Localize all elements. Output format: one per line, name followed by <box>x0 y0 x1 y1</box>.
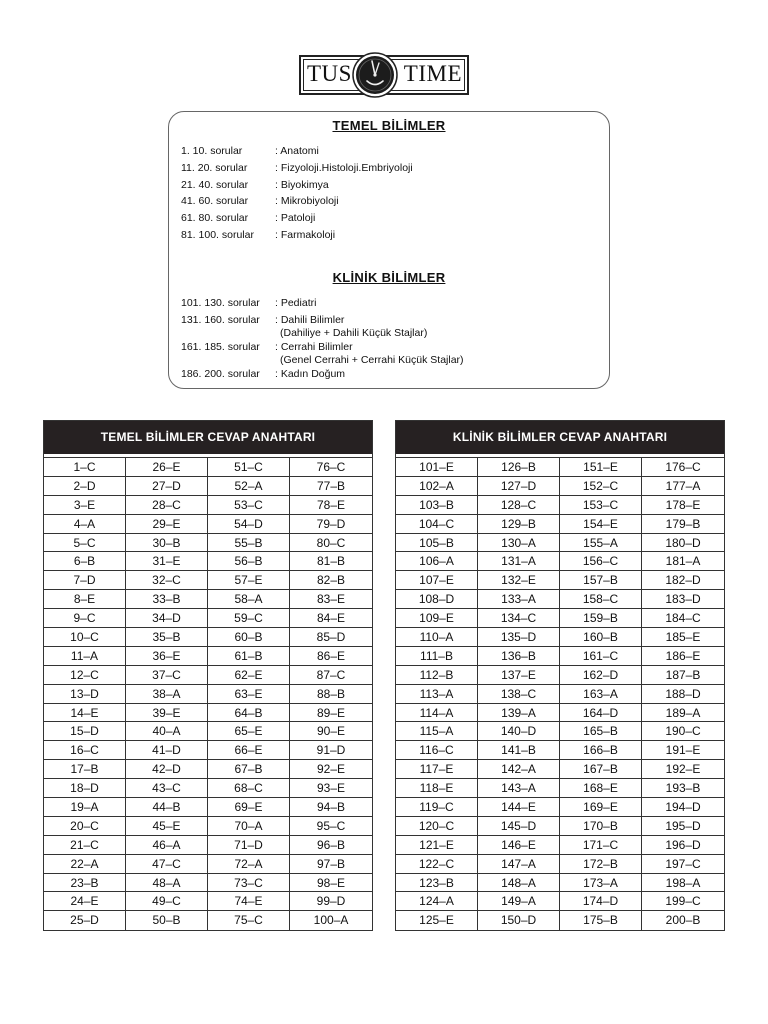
question-range: 11. 20. sorular <box>181 161 248 174</box>
answer-cell: 58–A <box>208 590 290 609</box>
answer-cell: 174–D <box>560 892 642 911</box>
answer-cell: 164–D <box>560 704 642 723</box>
answer-cell: 57–E <box>208 571 290 590</box>
clinical-subject-row <box>181 368 345 381</box>
basic-subject-row <box>181 179 329 192</box>
basic-key-grid <box>44 458 372 930</box>
basic-subject-row <box>181 145 319 158</box>
answer-cell: 86–E <box>290 647 372 666</box>
answer-cell: 3–E <box>44 496 126 515</box>
subject-name: : Mikrobiyoloji <box>275 195 339 208</box>
answer-cell: 131–A <box>478 552 560 571</box>
answer-cell: 156–C <box>560 552 642 571</box>
answer-cell: 177–A <box>642 477 724 496</box>
answer-cell: 52–A <box>208 477 290 496</box>
answer-cell: 129–B <box>478 515 560 534</box>
answer-cell: 47–C <box>126 855 208 874</box>
answer-cell: 40–A <box>126 722 208 741</box>
answer-cell: 37–C <box>126 666 208 685</box>
answer-cell: 70–A <box>208 817 290 836</box>
answer-cell: 186–E <box>642 647 724 666</box>
clinical-subject-row <box>181 297 316 310</box>
answer-cell: 63–E <box>208 685 290 704</box>
answer-cell: 119–C <box>396 798 478 817</box>
answer-cell: 49–C <box>126 892 208 911</box>
answer-cell: 26–E <box>126 458 208 477</box>
subject-name: : Dahili Bilimler <box>275 313 345 326</box>
question-range: 61. 80. sorular <box>181 212 249 225</box>
answer-cell: 144–E <box>478 798 560 817</box>
answer-cell: 168–E <box>560 779 642 798</box>
answer-cell: 27–D <box>126 477 208 496</box>
subject-name: : Farmakoloji <box>275 229 336 241</box>
answer-cell: 80–C <box>290 534 372 553</box>
answer-cell: 22–A <box>44 855 126 874</box>
answer-cell: 199–C <box>642 892 724 911</box>
basic-subject-row <box>181 195 339 208</box>
answer-cell: 66–E <box>208 741 290 760</box>
clinical-subject-row <box>181 314 427 340</box>
answer-cell: 166–B <box>560 741 642 760</box>
answer-cell: 118–E <box>396 779 478 798</box>
answer-cell: 128–C <box>478 496 560 515</box>
answer-cell: 173–A <box>560 874 642 893</box>
answer-cell: 109–E <box>396 609 478 628</box>
answer-cell: 141–B <box>478 741 560 760</box>
answer-cell: 34–D <box>126 609 208 628</box>
answer-cell: 120–C <box>396 817 478 836</box>
answer-cell: 23–B <box>44 874 126 893</box>
subject-name: : Kadın Doğum <box>275 367 346 380</box>
answer-cell: 28–C <box>126 496 208 515</box>
answer-cell: 96–B <box>290 836 372 855</box>
answer-cell: 41–D <box>126 741 208 760</box>
answer-cell: 53–C <box>208 496 290 515</box>
answer-cell: 137–E <box>478 666 560 685</box>
answer-cell: 42–D <box>126 760 208 779</box>
answer-cell: 160–B <box>560 628 642 647</box>
answer-cell: 195–D <box>642 817 724 836</box>
answer-cell: 24–E <box>44 892 126 911</box>
answer-cell: 152–C <box>560 477 642 496</box>
answer-cell: 14–E <box>44 704 126 723</box>
answer-cell: 69–E <box>208 798 290 817</box>
answer-cell: 79–D <box>290 515 372 534</box>
answer-cell: 132–E <box>478 571 560 590</box>
answer-cell: 110–A <box>396 628 478 647</box>
answer-cell: 56–B <box>208 552 290 571</box>
question-range: 21. 40. sorular <box>181 178 249 191</box>
answer-cell: 100–A <box>313 913 349 928</box>
answer-cell: 169–E <box>560 798 642 817</box>
answer-cell: 16–C <box>44 741 126 760</box>
answer-cell: 87–C <box>290 666 372 685</box>
answer-cell: 123–B <box>396 874 478 893</box>
answer-cell: 38–A <box>126 685 208 704</box>
answer-cell: 55–B <box>208 534 290 553</box>
answer-cell: 54–D <box>208 515 290 534</box>
answer-cell: 113–A <box>396 685 478 704</box>
question-range: 101. 130. sorular <box>181 297 260 309</box>
answer-cell: 12–C <box>44 666 126 685</box>
answer-cell: 172–B <box>560 855 642 874</box>
answer-cell: 33–B <box>126 590 208 609</box>
answer-cell: 29–E <box>126 515 208 534</box>
answer-cell: 198–A <box>642 874 724 893</box>
answer-cell: 143–A <box>478 779 560 798</box>
answer-cell: 18–D <box>44 779 126 798</box>
answer-cell: 83–E <box>290 590 372 609</box>
answer-cell: 71–D <box>208 836 290 855</box>
answer-cell: 50–B <box>126 911 208 930</box>
answer-cell: 149–A <box>478 892 560 911</box>
answer-cell: 76–C <box>290 458 372 477</box>
answer-cell: 189–A <box>642 704 724 723</box>
answer-cell: 93–E <box>290 779 372 798</box>
answer-cell: 136–B <box>478 647 560 666</box>
answer-cell: 72–A <box>208 855 290 874</box>
clinical-key-header: KLİNİK BİLİMLER CEVAP ANAHTARI <box>396 421 724 454</box>
basic-sciences-answer-key <box>43 420 373 931</box>
clinical-key-grid <box>396 458 724 930</box>
answer-cell: 73–C <box>208 874 290 893</box>
answer-cell: 184–C <box>642 609 724 628</box>
answer-cell: 2–D <box>44 477 126 496</box>
answer-cell: 151–E <box>560 458 642 477</box>
answer-cell: 155–A <box>560 534 642 553</box>
answer-cell: 124–A <box>396 892 478 911</box>
answer-cell: 121–E <box>396 836 478 855</box>
question-range: 41. 60. sorular <box>181 195 249 208</box>
answer-cell: 106–A <box>396 552 478 571</box>
clock-icon <box>352 52 398 98</box>
clinical-subject-row <box>181 341 464 367</box>
answer-cell: 127–D <box>478 477 560 496</box>
question-range: 81. 100. sorular <box>181 229 254 241</box>
answer-cell: 108–D <box>396 590 478 609</box>
answer-cell: 46–A <box>126 836 208 855</box>
answer-cell: 94–B <box>290 798 372 817</box>
answer-cell: 190–C <box>642 722 724 741</box>
answer-cell: 11–A <box>44 647 126 666</box>
basic-key-header: TEMEL BİLİMLER CEVAP ANAHTARI <box>44 421 372 454</box>
answer-cell: 163–A <box>560 685 642 704</box>
answer-cell: 81–B <box>290 552 372 571</box>
answer-cell: 107–E <box>396 571 478 590</box>
answer-cell: 84–E <box>290 609 372 628</box>
answer-cell: 117–E <box>396 760 478 779</box>
answer-cell: 97–B <box>290 855 372 874</box>
answer-cell: 61–B <box>208 647 290 666</box>
answer-cell: 197–C <box>642 855 724 874</box>
answer-cell: 165–B <box>560 722 642 741</box>
answer-cell: 17–B <box>44 760 126 779</box>
answer-cell: 62–E <box>208 666 290 685</box>
answer-cell: 179–B <box>642 515 724 534</box>
answer-cell: 102–A <box>396 477 478 496</box>
answer-cell: 21–C <box>44 836 126 855</box>
answer-cell: 111–B <box>396 647 478 666</box>
answer-cell: 193–B <box>642 779 724 798</box>
answer-cell: 101–E <box>396 458 478 477</box>
answer-cell: 140–D <box>478 722 560 741</box>
answer-cell: 75–C <box>208 911 290 930</box>
answer-cell: 85–D <box>290 628 372 647</box>
subject-detail: (Genel Cerrahi + Cerrahi Küçük Stajlar) <box>280 353 464 366</box>
answer-cell: 31–E <box>126 552 208 571</box>
answer-cell: 133–A <box>478 590 560 609</box>
answer-cell: 154–E <box>560 515 642 534</box>
answer-cell: 147–A <box>478 855 560 874</box>
answer-cell: 122–C <box>396 855 478 874</box>
answer-cell: 89–E <box>290 704 372 723</box>
answer-cell: 45–E <box>126 817 208 836</box>
answer-cell: 170–B <box>560 817 642 836</box>
answer-cell: 105–B <box>396 534 478 553</box>
answer-cell: 5–C <box>44 534 126 553</box>
answer-cell: 91–D <box>290 741 372 760</box>
answer-cell: 82–B <box>290 571 372 590</box>
basic-subject-row <box>181 229 335 242</box>
answer-cell: 4–A <box>44 515 126 534</box>
subject-detail: (Dahiliye + Dahili Küçük Stajlar) <box>280 326 428 339</box>
answer-cell: 130–A <box>478 534 560 553</box>
answer-cell: 51–C <box>208 458 290 477</box>
answer-cell: 36–E <box>126 647 208 666</box>
answer-cell: 134–C <box>478 609 560 628</box>
answer-cell: 74–E <box>208 892 290 911</box>
answer-cell: 135–D <box>478 628 560 647</box>
answer-cell: 8–E <box>44 590 126 609</box>
subject-name: : Cerrahi Bilimler <box>275 340 353 353</box>
answer-cell: 142–A <box>478 760 560 779</box>
answer-cell: 32–C <box>126 571 208 590</box>
answer-cell: 125–E <box>396 911 478 930</box>
answer-cell: 181–A <box>642 552 724 571</box>
subject-name: : Biyokimya <box>275 178 329 191</box>
answer-cell: 178–E <box>642 496 724 515</box>
question-range: 161. 185. sorular <box>181 340 260 353</box>
question-range: 131. 160. sorular <box>181 313 260 326</box>
answer-cell: 158–C <box>560 590 642 609</box>
answer-cell: 148–A <box>478 874 560 893</box>
answer-cell: 10–C <box>44 628 126 647</box>
answer-cell: 145–D <box>478 817 560 836</box>
answer-cell: 48–A <box>126 874 208 893</box>
answer-cell: 19–A <box>44 798 126 817</box>
answer-cell: 153–C <box>560 496 642 515</box>
answer-cell: 185–E <box>642 628 724 647</box>
answer-cell: 146–E <box>478 836 560 855</box>
answer-cell: 183–D <box>642 590 724 609</box>
answer-cell: 188–D <box>642 685 724 704</box>
basic-sciences-title: TEMEL BİLİMLER <box>332 118 446 133</box>
question-range: 186. 200. sorular <box>181 367 260 380</box>
answer-cell: 162–D <box>560 666 642 685</box>
answer-cell: 192–E <box>642 760 724 779</box>
answer-cell: 157–B <box>560 571 642 590</box>
answer-cell: 191–E <box>642 741 724 760</box>
logo-word-right: TIME <box>403 61 462 86</box>
answer-cell: 13–D <box>44 685 126 704</box>
subject-name: : Patoloji <box>275 212 316 225</box>
answer-cell: 171–C <box>560 836 642 855</box>
answer-cell: 175–B <box>560 911 642 930</box>
answer-cell: 115–A <box>396 722 478 741</box>
answer-cell: 161–C <box>560 647 642 666</box>
answer-cell: 78–E <box>290 496 372 515</box>
answer-cell: 90–E <box>290 722 372 741</box>
answer-cell: 9–C <box>44 609 126 628</box>
answer-cell: 77–B <box>290 477 372 496</box>
logo-word-left: TUS <box>307 61 352 86</box>
subject-name: : Fizyoloji.Histoloji.Embriyoloji <box>275 161 413 174</box>
answer-cell: 98–E <box>290 874 372 893</box>
answer-cell: 176–C <box>642 458 724 477</box>
answer-cell: 138–C <box>478 685 560 704</box>
answer-cell: 196–D <box>642 836 724 855</box>
answer-cell: 92–E <box>290 760 372 779</box>
subject-info-box <box>168 111 610 389</box>
subject-name: : Pediatri <box>275 297 317 309</box>
answer-cell: 182–D <box>642 571 724 590</box>
answer-cell: 114–A <box>396 704 478 723</box>
answer-cell: 103–B <box>396 496 478 515</box>
answer-cell: 139–A <box>478 704 560 723</box>
answer-cell: 126–B <box>478 458 560 477</box>
answer-cell: 104–C <box>396 515 478 534</box>
answer-cell: 187–B <box>642 666 724 685</box>
answer-cell: 43–C <box>126 779 208 798</box>
answer-cell: 60–B <box>208 628 290 647</box>
subject-name: : Anatomi <box>275 145 319 157</box>
answer-cell: 88–B <box>290 685 372 704</box>
answer-cell: 59–C <box>208 609 290 628</box>
question-range: 1. 10. sorular <box>181 145 243 157</box>
answer-cell: 30–B <box>126 534 208 553</box>
answer-cell: 68–C <box>208 779 290 798</box>
answer-cell: 20–C <box>44 817 126 836</box>
answer-cell: 159–B <box>560 609 642 628</box>
answer-cell: 35–B <box>126 628 208 647</box>
answer-cell: 95–C <box>290 817 372 836</box>
answer-cell: 180–D <box>642 534 724 553</box>
basic-subject-row <box>181 162 413 175</box>
answer-cell: 167–B <box>560 760 642 779</box>
answer-cell: 116–C <box>396 741 478 760</box>
answer-cell: 6–B <box>44 552 126 571</box>
answer-cell: 1–C <box>44 458 126 477</box>
answer-cell: 150–D <box>478 911 560 930</box>
answer-cell: 7–D <box>44 571 126 590</box>
answer-cell: 99–D <box>290 892 372 911</box>
answer-cell: 15–D <box>44 722 126 741</box>
answer-cell: 44–B <box>126 798 208 817</box>
basic-subject-row <box>181 212 315 225</box>
answer-cell: 65–E <box>208 722 290 741</box>
answer-cell: 194–D <box>642 798 724 817</box>
answer-cell: 25–D <box>44 911 126 930</box>
answer-cell: 67–B <box>208 760 290 779</box>
answer-cell: 200–B <box>665 913 701 928</box>
answer-cell: 112–B <box>396 666 478 685</box>
clinical-sciences-answer-key <box>395 420 725 931</box>
answer-cell: 64–B <box>208 704 290 723</box>
answer-cell: 39–E <box>126 704 208 723</box>
clinical-sciences-title: KLİNİK BİLİMLER <box>332 270 446 285</box>
